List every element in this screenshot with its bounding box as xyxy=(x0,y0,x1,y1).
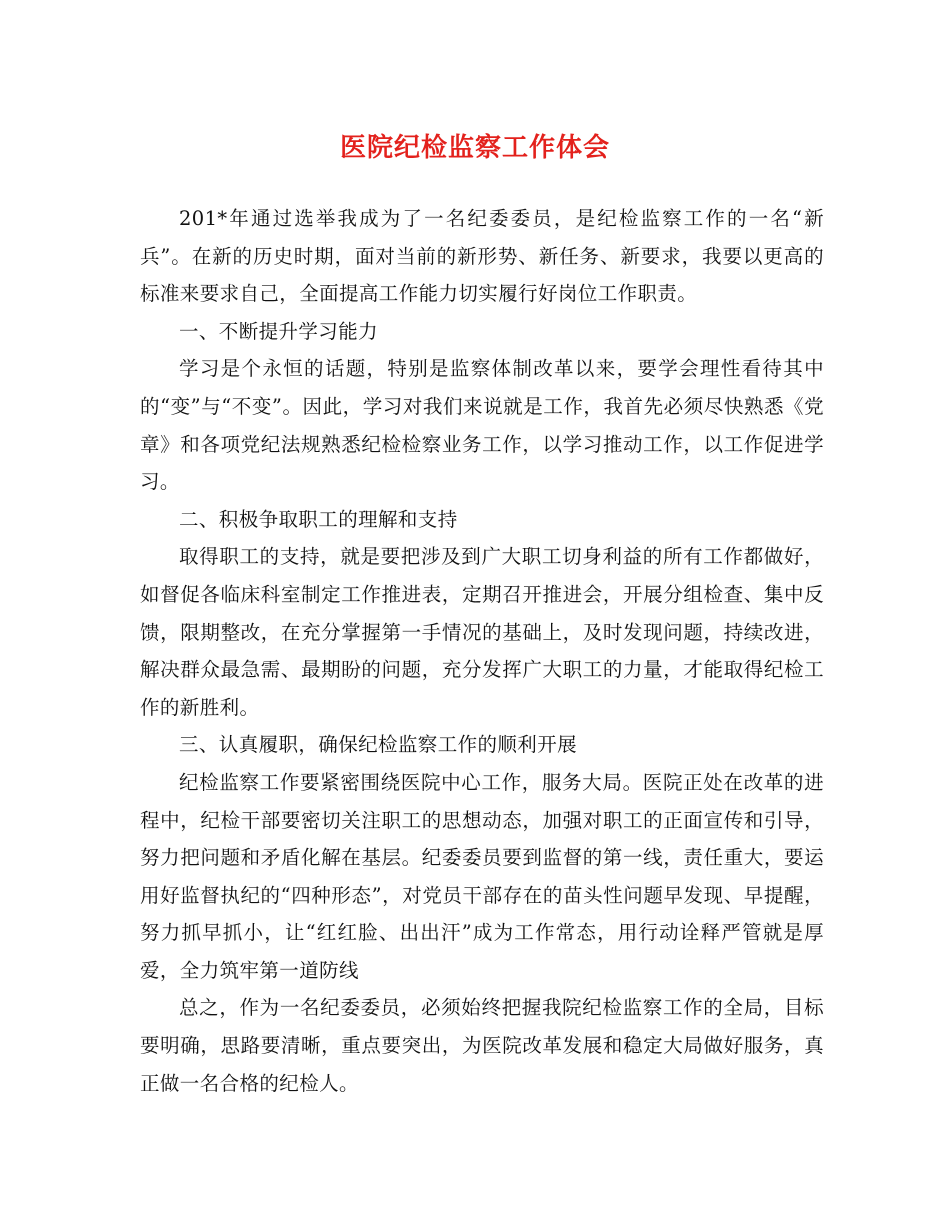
section-heading-3: 三、认真履职，确保纪检监察工作的顺利开展 xyxy=(179,733,578,757)
paragraph-conclusion: 总之，作为一名纪委委员，必须始终把握我院纪检监察工作的全局，目标要明确，思路要清晰，重点要突出，为医院改革发展和稳定大局做好服务，真正做一名合格的纪检人。 xyxy=(140,996,824,1095)
section-heading-2: 二、积极争取职工的理解和支持 xyxy=(179,507,458,531)
paragraph-section-1: 学习是个永恒的话题，特别是监察体制改革以来，要学会理性看待其中的“变”与“不变”。因此，学习对我们来说就是工作，我首先必须尽快熟悉《党章》和各项党纪法规熟悉纪检检察业务工作，以学习推动工作，以工作促进学习。 xyxy=(140,357,824,494)
section-heading-1: 一、不断提升学习能力 xyxy=(179,319,379,343)
document-body xyxy=(140,200,824,1102)
document-title: 医院纪检监察工作体会 xyxy=(339,133,610,163)
paragraph-section-3: 纪检监察工作要紧密围绕医院中心工作，服务大局。医院正处在改革的进程中，纪检干部要密切关注职工的思想动态，加强对职工的正面宣传和引导，努力把问题和矛盾化解在基层。纪委委员要到监督的第一线，责任重大，要运用好监督执纪的“四种形态”，对党员干部存在的苗头性问题早发现、早提醒，努力抓早抓小，让“红红脸、出出汗”成为工作常态，用行动诠释严管就是厚爱，全力筑牢第一道防线 xyxy=(140,770,824,982)
paragraph-section-2: 取得职工的支持，就是要把涉及到广大职工切身利益的所有工作都做好，如督促各临床科室制定工作推进表，定期召开推进会，开展分组检查、集中反馈，限期整改，在充分掌握第一手情况的基础上，及时发现问题，持续改进，解决群众最急需、最期盼的问题，充分发挥广大职工的力量，才能取得纪检工作的新胜利。 xyxy=(140,545,824,719)
paragraph-intro: 201*年通过选举我成为了一名纪委委员，是纪检监察工作的一名“新兵”。在新的历史时期，面对当前的新形势、新任务、新要求，我要以更高的标准来要求自己，全面提高工作能力切实履行好岗位工作职责。 xyxy=(140,207,824,306)
